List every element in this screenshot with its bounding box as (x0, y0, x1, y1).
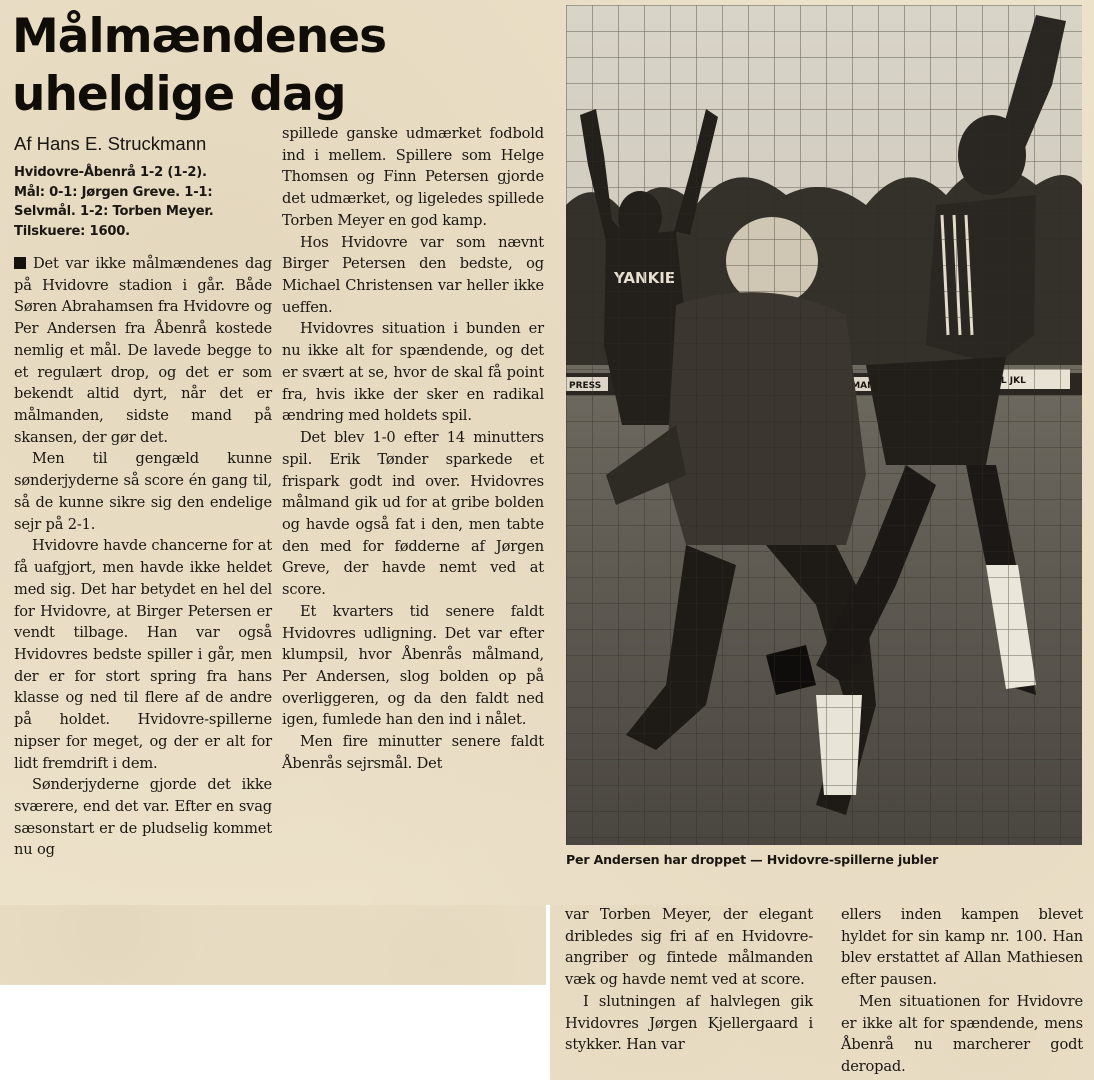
paragraph: Men situationen for Hvidovre er ikke alt for spændende, mens Åbenrå nu marcherer godt deropad. (841, 992, 1083, 1076)
factbox-result: Hvidovre-Åbenrå 1-2 (1-2). (14, 165, 207, 180)
article-column-3 (565, 904, 813, 1056)
article-column-2 (282, 123, 544, 775)
photo-caption: Per Andersen har droppet — Hvidovre-spillerne jubler (566, 852, 939, 867)
paragraph: Sønderjyderne gjorde det ikke sværere, end det var. Efter en svag sæsonstart er de pludselig kommet nu og (14, 776, 272, 859)
paragraph-bullet-icon (14, 257, 26, 269)
paragraph: Hos Hvidovre var som nævnt Birger Petersen den bedste, og Michael Christensen var heller ikke ueffen. (282, 233, 544, 316)
paragraph: Det blev 1-0 efter 14 minutters spil. Erik Tønder sparkede et frispark godt ind over. Hvidovres målmand gik ud for at gribe bolden og havde også fat i den, men tabte den med for fødderne af Jørgen Greve, der havde nemt ved at score. (282, 429, 544, 599)
factbox-attendance: Tilskuere: 1600. (14, 223, 130, 239)
headline (12, 8, 452, 124)
paragraph: Et kvarters tid senere faldt Hvidovres udligning. Det var efter klumpsil, hvor Åbenrås målmand, Per Andersen, slog bolden op på overliggeren, og da den faldt ned igen, fumlede han den ind i nålet. (282, 602, 544, 729)
paragraph: Hvidovres situation i bunden er nu ikke alt for spændende, og det er svært at se, hvor de skal få point fra, hvis ikke der sker en radikal ændring med holdets spil. (282, 320, 544, 425)
headline-line-2: uheldige dag (12, 67, 346, 122)
paragraph: Hvidovre havde chancerne for at få uafgjort, men havde ikke heldet med sig. Det har betydet en hel del for Hvidovre, at Birger Petersen er vendt tilbage. Han var også Hvidovres bedste spiller i går, men der er for stort spring fra hans klasse og ned til flere af de andre på holdet. Hvidovre-spillerne nipser for meget, og der er alt for lidt fremdrift i dem. (14, 537, 272, 772)
paragraph: var Torben Meyer, der elegant dribledes sig fri af en Hvidovre-angriber og fintede målmanden væk og havde nemt ved at score. (565, 906, 813, 989)
paragraph: Men fire minutter senere faldt Åbenrås sejrsmål. Det (282, 733, 544, 772)
headline-line-1: Målmændenes (12, 9, 387, 64)
paragraph: I slutningen af halvlegen gik Hvidovres Jørgen Kjellergaard i stykker. Han var (565, 992, 813, 1054)
clipping-left-strip (0, 905, 546, 985)
paragraph: Det var ikke målmændenes dag på Hvidovre stadion i går. Både Søren Abrahamsen fra Hvidovre og Per Andersen fra Åbenrå kostede nemlig et mål. De lavede begge to et regulært drop, og det er som bekendt altid dyrt, når det er målmanden, sidste mand på skansen, der gør det. (14, 255, 272, 446)
factbox-goals-cont: Selvmål. 1-2: Torben Meyer. (14, 204, 214, 220)
byline: Af Hans E. Struckmann (14, 133, 207, 154)
paragraph: spillede ganske udmærket fodbold ind i mellem. Spillere som Helge Thomsen og Finn Petersen gjorde det udmærket, og ligeledes spillede Torben Meyer en god kamp. (282, 125, 544, 229)
factbox-goals: Mål: 0-1: Jørgen Greve. 1-1: (14, 184, 213, 200)
paragraph: ellers inden kampen blevet hyldet for sin kamp nr. 100. Han blev erstattet af Allan Mathiesen efter pausen. (841, 906, 1083, 989)
match-factbox (14, 163, 276, 241)
article-column-4 (841, 904, 1083, 1078)
photo-illustration (566, 5, 1082, 845)
paragraph: Men til gengæld kunne sønderjyderne så score én gang til, så de kunne sikre sig den endelige sejr på 2-1. (14, 450, 272, 533)
match-photo (566, 5, 1082, 845)
article-column-1 (14, 253, 272, 861)
